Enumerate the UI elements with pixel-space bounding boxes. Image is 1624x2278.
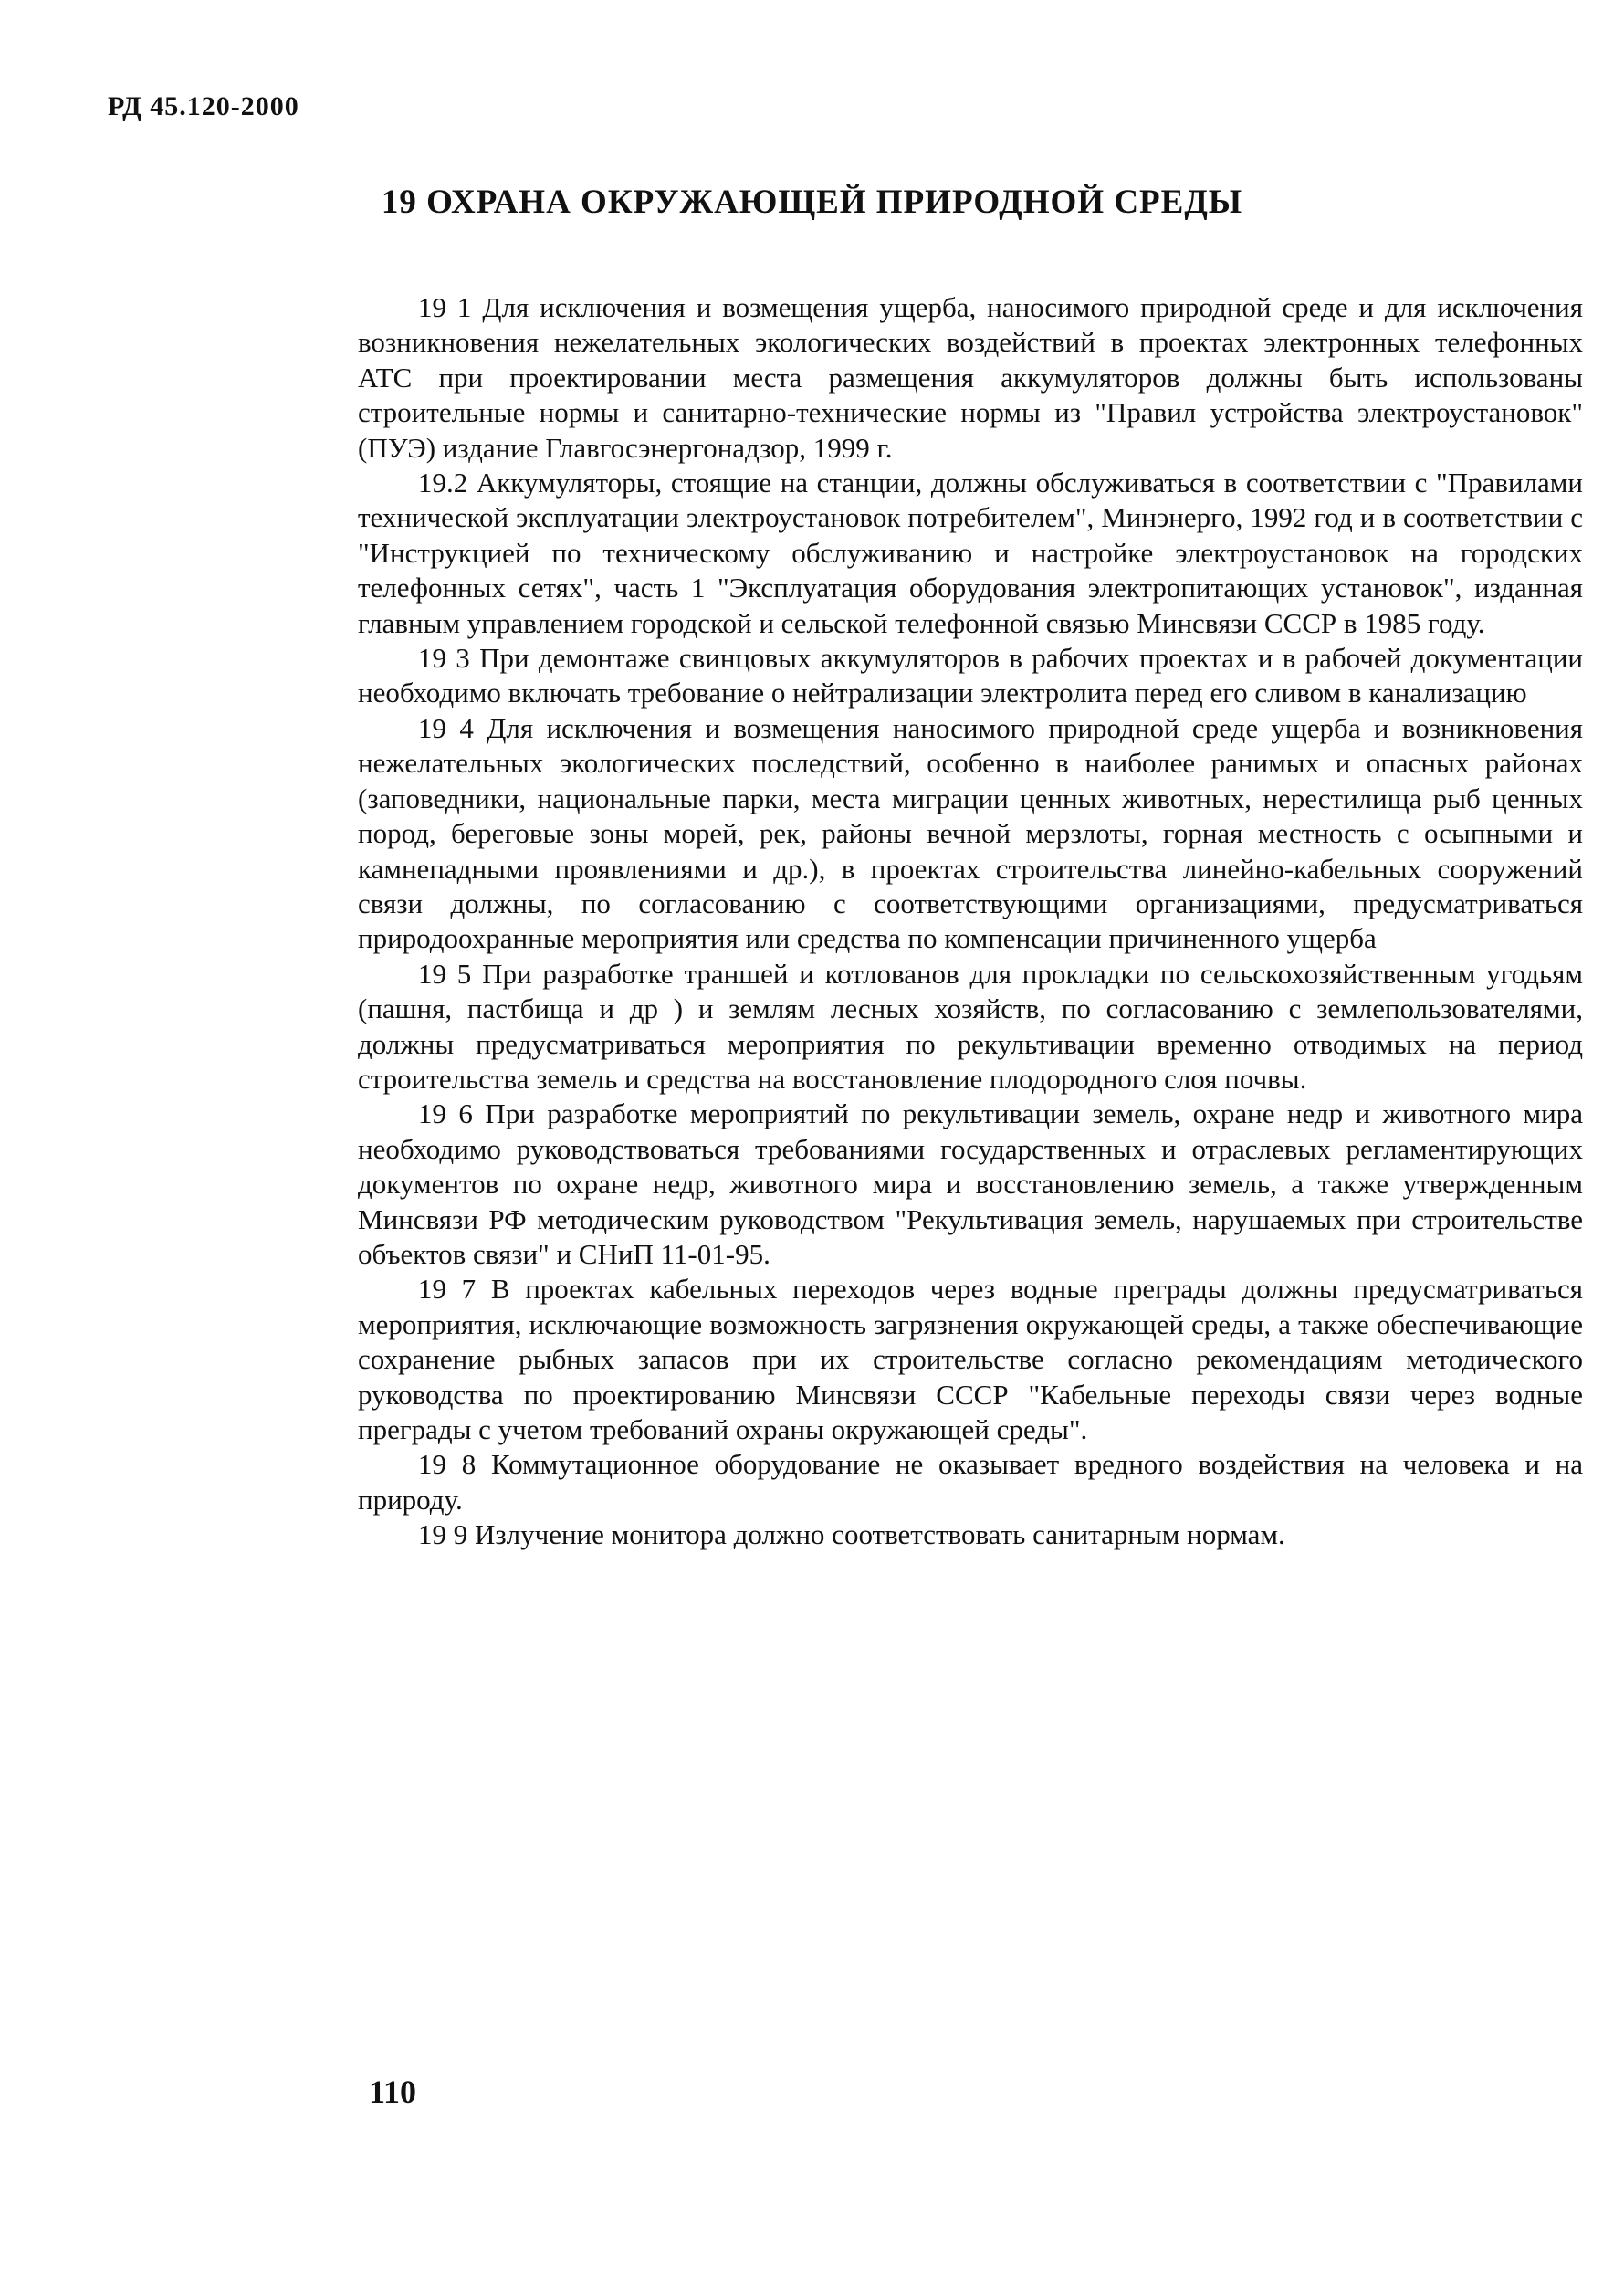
paragraph-19-1 (358, 290, 1583, 466)
paragraph-text: Излучение монитора должно соответствовать санитарным нормам. (475, 1518, 1285, 1551)
paragraph-19-7 (358, 1272, 1583, 1447)
paragraph-text: Аккумуляторы, стоящие на станции, должны обслуживаться в соответствии с "Правилами технической эксплуатации электроустановок потребителем", Минэнерго, 1992 год и в соответствии с "Инструкцией по техническому обслуживанию и настройке электроустановок на городских телефонных сетях", часть 1 "Эксплуатация оборудования электропитающих установок", изданная главным управлением городской и сельской телефонной связью Минсвязи СССР в 1985 году. (358, 467, 1584, 639)
paragraph-number: 19 6 (418, 1097, 473, 1130)
paragraph-19-4 (358, 711, 1583, 957)
paragraph-number: 19.2 (418, 467, 468, 499)
paragraph-number: 19 7 (418, 1273, 477, 1306)
section-title: 19 ОХРАНА ОКРУЖАЮЩЕЙ ПРИРОДНОЙ СРЕДЫ (381, 184, 1243, 221)
paragraph-text: При демонтаже свинцовых аккумуляторов в рабочих проектах и в рабочей документации необходимо включать требование о нейтрализации электролита перед его сливом в канализацию (358, 642, 1584, 709)
paragraph-text: В проектах кабельных переходов через водные преграды должны предусматриваться мероприятия, исключающие возможность загрязнения окружающей среды, а также обеспечивающие сохранение рыбных запасов при их строительстве согласно рекомендациям методического руководства по проектированию Минсвязи СССР "Кабельные переходы связи через водные преграды с учетом требований охраны окружающей среды". (358, 1273, 1584, 1445)
paragraph-number: 19 9 (418, 1518, 468, 1551)
paragraph-number: 19 1 (418, 291, 472, 323)
paragraph-number: 19 5 (418, 957, 472, 990)
paragraph-19-2 (358, 466, 1583, 641)
paragraph-number: 19 3 (418, 642, 470, 675)
paragraph-19-5 (358, 957, 1583, 1097)
page-number: 110 (369, 2073, 417, 2110)
paragraph-number: 19 8 (418, 1448, 477, 1481)
paragraph-text: Для исключения и возмещения ущерба, наносимого природной среде и для исключения возникновения нежелательных экологических воздействий в проектах электронных телефонных АТС при проектировании места размещения аккумуляторов должны быть использованы строительные нормы и санитарно-технические нормы из "Правил устройства электроустановок" (ПУЭ) издание Главгосэнергонадзор, 1999 г. (358, 291, 1583, 464)
document-code: РД 45.120-2000 (108, 91, 299, 121)
paragraph-number: 19 4 (418, 711, 474, 744)
paragraph-19-3 (358, 641, 1583, 711)
paragraph-19-9 (358, 1517, 1583, 1552)
paragraph-19-6 (358, 1097, 1583, 1272)
section-body (358, 290, 1583, 1553)
paragraph-text: Для исключения и возмещения наносимого природной среде ущерба и возникновения нежелательных экологических последствий, особенно в наиболее ранимых и опасных районах (заповедники, национальные парки, места миграции ценных животных, нерестилища рыб ценных пород, береговые зоны морей, рек, районы вечной мерзлоты, горная местность с осыпными и камнепадными проявлениями и др.), в проектах строительства линейно-кабельных сооружений связи должны, по согласованию с соответствующими организациями, предусматриваться природоохранные мероприятия или средства по компенсации причиненного ущерба (358, 711, 1584, 955)
paragraph-text: При разработке траншей и котлованов для прокладки по сельскохозяйственным угодьям (пашня, пастбища и др ) и землям лесных хозяйств, по согласованию с землепользователями, должны предусматриваться мероприятия по рекультивации временно отводимых на период строительства земель и средства на восстановление плодородного слоя почвы. (358, 957, 1584, 1095)
paragraph-text: Коммутационное оборудование не оказывает вредного воздействия на человека и на природу. (358, 1448, 1583, 1516)
paragraph-19-8 (358, 1447, 1583, 1517)
paragraph-text: При разработке мероприятий по рекультивации земель, охране недр и животного мира необходимо руководствоваться требованиями государственных и отраслевых регламентирующих документов по охране недр, животного мира и восстановлению земель, а также утвержденным Минсвязи РФ методическим руководством "Рекультивация земель, нарушаемых при строительстве объектов связи" и СНиП 11-01-95. (358, 1097, 1583, 1270)
